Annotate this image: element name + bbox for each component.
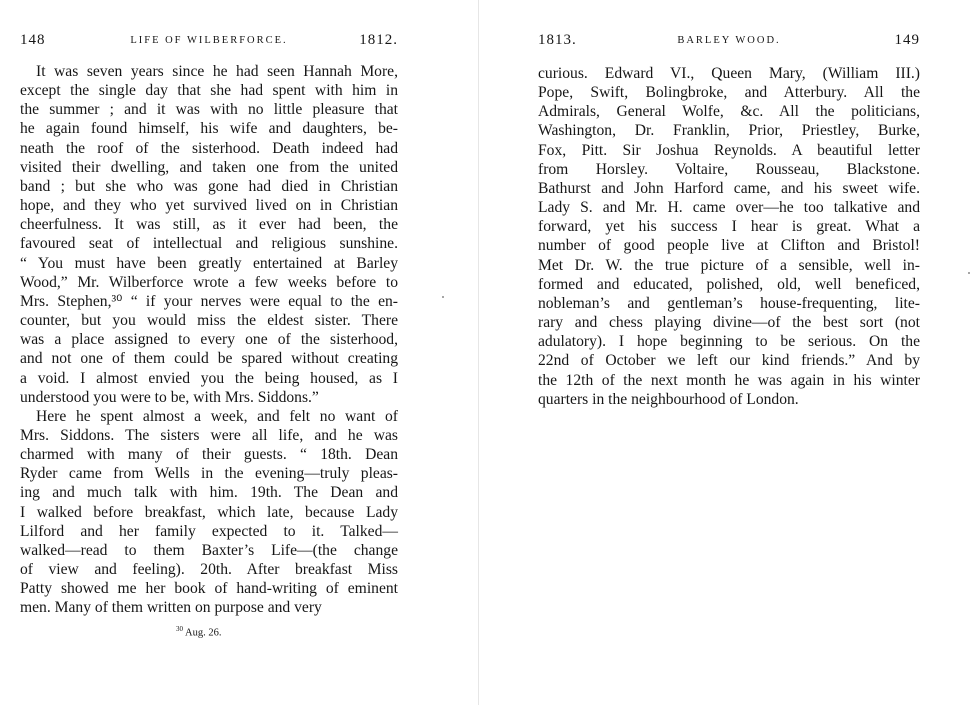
text-line: of view and feeling). 20th. After breakfast Miss bbox=[20, 561, 398, 579]
text-line: he again found himself, his wife and daughters, be- bbox=[20, 120, 398, 138]
text-line: It was seven years since he had seen Hannah More, bbox=[36, 63, 398, 80]
text-line: was a place assigned to every one of the sisterhood, bbox=[20, 331, 398, 349]
text-line: I walked before breakfast, which late, because Lady bbox=[20, 503, 398, 521]
paragraph bbox=[538, 64, 920, 409]
text-line: “ You must have been greatly entertained at Barley bbox=[20, 254, 398, 272]
text-line: hope, and they who yet survived lived on in Christian bbox=[20, 197, 398, 215]
text-line: forward, yet his success I hear is great. What a bbox=[538, 218, 920, 236]
text-line: and not one of them could be spared without creating bbox=[20, 350, 398, 368]
left-page-number: 148 bbox=[20, 32, 46, 48]
footnote-marker: 30 bbox=[176, 625, 183, 633]
paper-speck bbox=[968, 272, 970, 274]
text-line: Washington, Dr. Franklin, Prior, Priestley, Burke, bbox=[538, 122, 920, 140]
text-line: Ryder came from Wells in the evening—truly pleas- bbox=[20, 465, 398, 483]
left-header-year: 1812. bbox=[359, 32, 398, 48]
paper-speck bbox=[442, 296, 444, 298]
text-line: Mrs. Stephen,³⁰ “ if your nerves were equal to the en- bbox=[20, 292, 398, 310]
text-line: understood you were to be, with Mrs. Siddons.” bbox=[20, 388, 319, 406]
text-line: charmed with many of their guests. “ 18th. Dean bbox=[20, 446, 398, 464]
right-body-text bbox=[538, 64, 920, 409]
text-line: Patty showed me her book of hand-writing of eminent bbox=[20, 580, 398, 598]
text-line: Bathurst and John Harford came, and his sweet wife. bbox=[538, 179, 920, 197]
right-header-year: 1813. bbox=[538, 32, 577, 48]
text-line: nobleman’s and gentleman’s house-frequenting, lite- bbox=[538, 294, 920, 312]
text-line: the summer ; and it was with no little pleasure that bbox=[20, 101, 398, 119]
text-line: Wood,” Mr. Wilberforce wrote a few weeks before to bbox=[20, 273, 398, 291]
text-line: Pope, Swift, Bolingbroke, and Atterbury. All the bbox=[538, 84, 920, 102]
text-line: favoured seat of intellectual and religious sunshine. bbox=[20, 235, 398, 253]
text-line: adulatory). I hope beginning to be serious. On the bbox=[538, 333, 920, 351]
text-line: except the single day that she had spent with him in bbox=[20, 82, 398, 100]
footnote bbox=[176, 625, 222, 639]
text-line: visited their dwelling, and taken one from the united bbox=[20, 158, 398, 176]
text-line: Admirals, General Wolfe, &c. All the politicians, bbox=[538, 103, 920, 121]
left-running-title: LIFE OF WILBERFORCE. bbox=[130, 35, 288, 46]
text-line: number of good people live at Clifton and Bristol! bbox=[538, 237, 920, 255]
text-line: the 12th of the next month he was again in his winter bbox=[538, 371, 920, 389]
text-line: Here he spent almost a week, and felt no want of bbox=[36, 407, 398, 425]
right-page-header bbox=[538, 32, 920, 52]
text-line: band ; but she who was gone had died in Christian bbox=[20, 177, 398, 195]
text-line: Mrs. Siddons. The sisters were all life, and he was bbox=[20, 426, 398, 444]
text-line: cheerfulness. It was still, as it ever had been, the bbox=[20, 216, 398, 234]
right-page bbox=[490, 0, 980, 705]
text-line: 22nd of October we left our kind friends.” And by bbox=[538, 352, 920, 370]
text-line: formed and educated, polished, old, well beneficed, bbox=[538, 275, 920, 293]
left-page bbox=[0, 0, 470, 705]
text-line: Met Dr. W. the true picture of a sensible, well in- bbox=[538, 256, 920, 274]
book-gutter bbox=[478, 0, 479, 705]
text-line: curious. Edward VI., Queen Mary, (William III.) bbox=[538, 65, 920, 82]
right-page-number: 149 bbox=[894, 32, 920, 48]
text-line: Lady S. and Mr. H. came over—he too talkative and bbox=[538, 199, 920, 217]
footnote-text: Aug. 26. bbox=[185, 627, 222, 639]
text-line: Lilford and her family expected to it. Talked— bbox=[20, 522, 398, 540]
text-line: walked—read to them Baxter’s Life—(the change bbox=[20, 541, 398, 559]
text-line: neath the roof of the sisterhood. Death indeed had bbox=[20, 139, 398, 157]
text-line: men. Many of them written on purpose and very bbox=[20, 599, 322, 617]
text-line: Fox, Pitt. Sir Joshua Reynolds. A beautiful letter bbox=[538, 141, 920, 159]
text-line: from Horsley. Voltaire, Rousseau, Blackstone. bbox=[538, 160, 920, 178]
text-line: quarters in the neighbourhood of London. bbox=[538, 390, 799, 408]
text-line: ing and much talk with him. 19th. The Dean and bbox=[20, 484, 398, 502]
paragraph bbox=[20, 62, 398, 407]
right-running-title: BARLEY WOOD. bbox=[677, 35, 781, 46]
left-body-text bbox=[20, 62, 398, 618]
left-page-header bbox=[20, 32, 398, 52]
text-line: a void. I almost envied you the being housed, as I bbox=[20, 369, 398, 387]
text-line: counter, but you would miss the eldest sister. There bbox=[20, 312, 398, 330]
paragraph bbox=[20, 407, 398, 618]
text-line: rary and chess playing divine—of the best sort (not bbox=[538, 314, 920, 332]
